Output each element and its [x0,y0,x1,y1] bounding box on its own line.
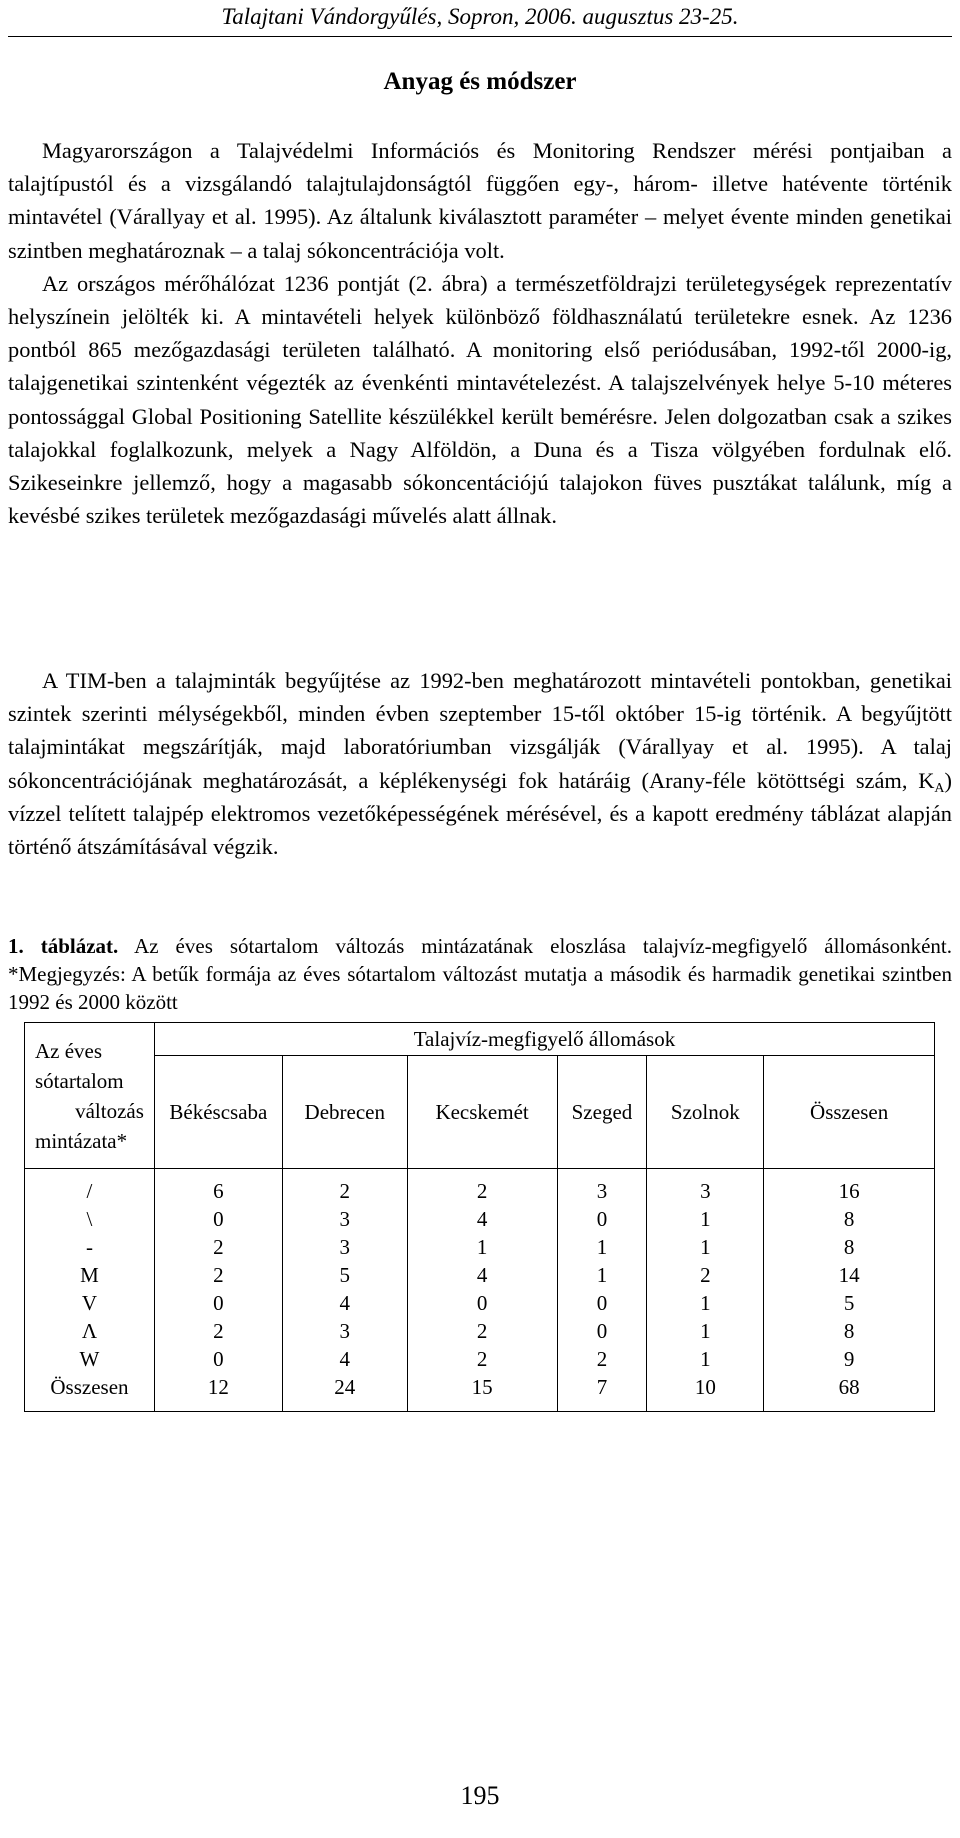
value-cell: 4 [339,1291,350,1315]
value-cell: 2 [700,1263,711,1287]
pattern-header-line-4: mintázata* [35,1128,128,1153]
value-cell: 2 [213,1235,224,1259]
szolnok-column [647,1169,764,1412]
pattern-cell: Összesen [50,1375,129,1399]
pattern-header-line-2: sótartalom [35,1068,124,1093]
paragraph-1: Magyarországon a Talajvédelmi Információs és Monitoring Rendszer mérési pontjaiban a talajtípustól és a vizsgálandó talajtulajdonságtól függően egy-, három- illetve hatévente történik mintavétel (Várallyay et al. 1995). Az általunk kiválasztott paraméter – melyet évente minden genetikai szintben meghatároznak – a talaj sókoncentrációja volt. [8,138,952,263]
paragraph-3-subscript: A [934,780,945,796]
table-body-row [25,1169,935,1412]
value-cell: 0 [596,1319,608,1343]
pattern-cell: M [80,1263,99,1287]
table-caption-text: Az éves sótartalom változás mintázatának eloszlása talajvíz-megfigyelő állomásonként. *Megjegyzés: A betűk formája az éves sótartalom változást mutatja a második és harmadik genetikai szintben 1992 és 2000 között [8,934,953,1014]
value-cell: 1 [596,1235,608,1259]
paragraph-3-text: A TIM-ben a talajminták begyűjtése az 1992-ben meghatározott mintavételi pontokban, genetikai szintek szerinti mélységekből, minden évben szeptember 15-től október 15-ig történik. A begyűjtött talajmintákat megszárítják, majd laboratóriumban vizsgálják (Várallyay et al. 1995). A talaj sókoncentrációjának meghatározását, a képlékenységi fok határáig (Arany-féle kötöttségi szám, K [8,668,952,793]
value-cell: 2 [213,1319,224,1343]
value-cell: 4 [476,1263,488,1287]
pattern-cell: W [79,1347,100,1371]
table-header-row-2 [25,1056,935,1169]
total-cell: 68 [838,1375,860,1399]
station-header-szolnok: Szolnok [647,1056,764,1169]
bekescsaba-column [154,1169,282,1412]
value-cell: 1 [700,1235,711,1259]
value-cell: 0 [596,1207,608,1231]
total-cell: 7 [596,1375,608,1399]
running-header: Talajtani Vándorgyűlés, Sopron, 2006. augusztus 23-25. [221,4,739,29]
pattern-cell: V [81,1291,98,1315]
value-cell: 5 [339,1263,350,1287]
station-header-bekescsaba: Békéscsaba [154,1056,282,1169]
value-cell: 8 [843,1235,855,1259]
value-cell: 2 [339,1179,350,1203]
value-cell: 5 [843,1291,855,1315]
value-cell: 16 [838,1179,860,1203]
header-rule [8,36,952,37]
value-cell: 8 [843,1207,855,1231]
value-cell: 6 [213,1179,224,1203]
szeged-column [557,1169,647,1412]
table-header-row-1 [25,1023,935,1056]
value-cell: 0 [213,1207,224,1231]
value-cell: 4 [339,1347,350,1371]
value-cell: 1 [476,1235,488,1259]
total-cell: 15 [471,1375,493,1399]
pattern-column [25,1169,155,1412]
debrecen-column [282,1169,407,1412]
value-cell: 0 [213,1291,224,1315]
paragraph-3-text-end: ) vízzel telített talajpép elektromos vezetőképességének mérésével, és a kapott eredmény táblázat alapján történő átszámításával végzik. [8,767,952,860]
value-cell: 2 [476,1179,488,1203]
station-header-debrecen: Debrecen [282,1056,407,1169]
value-cell: 2 [596,1347,608,1371]
pattern-cell: / [86,1179,93,1203]
total-cell: 10 [694,1375,716,1399]
value-cell: 1 [700,1207,711,1231]
value-cell: 1 [700,1319,711,1343]
value-cell: 14 [838,1263,860,1287]
pattern-cell: \ [86,1207,93,1231]
pattern-header-line-1: Az éves [35,1038,103,1063]
value-cell: 1 [700,1347,711,1371]
station-header-kecskemet: Kecskemét [407,1056,557,1169]
value-cell: 1 [700,1291,711,1315]
osszesen-column [764,1169,935,1412]
pattern-header-line-3: változás [75,1098,144,1123]
body-text-block-1 [8,134,952,532]
value-cell: 2 [476,1319,488,1343]
value-cell: 2 [213,1263,224,1287]
value-cell: 3 [339,1235,350,1259]
value-cell: 0 [596,1291,608,1315]
kecskemet-column [407,1169,557,1412]
station-header-osszesen: Összesen [764,1056,935,1169]
pattern-cell: Λ [81,1319,98,1343]
total-cell: 12 [207,1375,229,1399]
body-text-block-2 [8,664,952,863]
paragraph-3 [8,664,952,863]
pattern-column-header [25,1023,155,1169]
value-cell: 3 [339,1319,350,1343]
page-number: 195 [460,1781,500,1810]
value-cell: 3 [339,1207,350,1231]
total-cell: 24 [334,1375,356,1399]
value-cell: 9 [843,1347,855,1371]
section-title: Anyag és módszer [383,68,577,95]
stations-group-header: Talajvíz-megfigyelő állomások [154,1023,934,1056]
value-cell: 3 [596,1179,608,1203]
table-caption-label: 1. táblázat. [8,934,119,958]
station-header-szeged: Szeged [557,1056,647,1169]
paragraph-2: Az országos mérőhálózat 1236 pontját (2. ábra) a természetföldrajzi területegységek reprezentatív helyszínein jelölték ki. A mintavételi helyek különböző földhasználatú területekre esnek. Az 1236 pontból 865 mezőgazdasági területen található. A monitoring első periódusában, 1992-től 2000-ig, talajgenetikai szintenként végezték az évenkénti mintavételezést. A talajszelvények helye 5-10 méteres pontossággal Global Positioning Satellite készülékkel került bemérésre. Jelen dolgozatban csak a szikes talajokkal foglalkozunk, melyek a Nagy Alföldön, a Duna és a Tisza völgyében fordulnak elő. Szikeseinkre jellemző, hogy a magasabb sókoncentációjú talajokon füves pusztákat találunk, míg a kevésbé szikes területek mezőgazdasági művelés alatt állnak. [8,270,952,529]
table-caption [8,932,952,1016]
value-cell: 3 [700,1179,711,1203]
value-cell: 8 [843,1319,855,1343]
value-cell: 0 [213,1347,224,1371]
value-cell: 4 [476,1207,488,1231]
value-cell: 1 [596,1263,608,1287]
value-cell: 0 [476,1291,488,1315]
value-cell: 2 [476,1347,488,1371]
salt-pattern-table [24,1022,935,1412]
pattern-cell: - [85,1235,93,1259]
